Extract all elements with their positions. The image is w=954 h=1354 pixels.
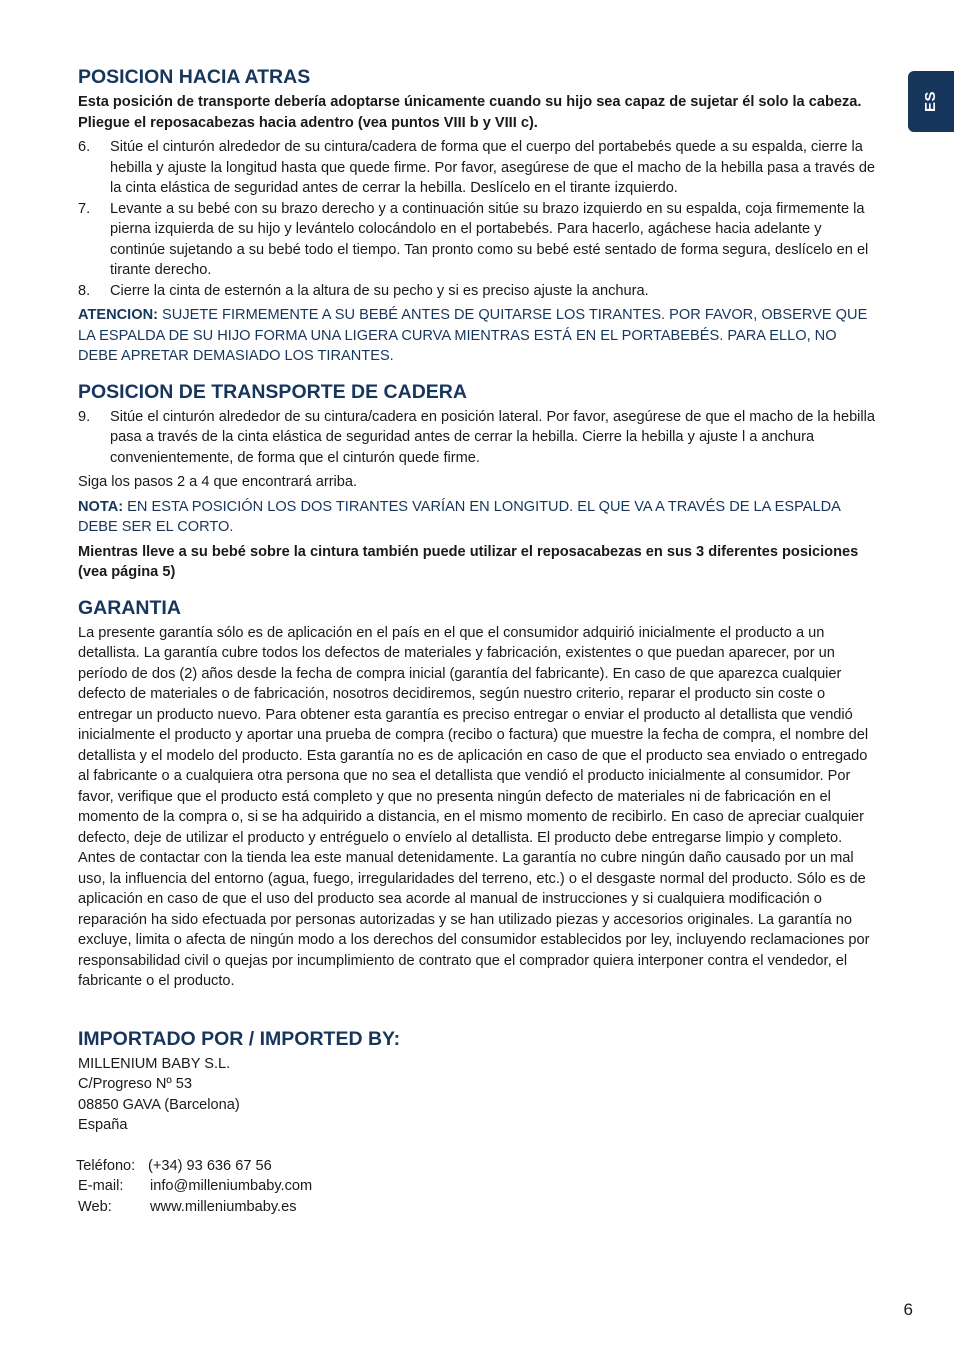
- step-item: [78, 137, 880, 199]
- step-number: 8.: [78, 282, 91, 299]
- section-title-importer: IMPORTADO POR / IMPORTED BY:: [78, 1027, 401, 1050]
- language-tab-label: ES: [922, 90, 940, 113]
- step-number: 6.: [78, 139, 91, 155]
- step-item: [78, 199, 880, 281]
- importer-address: [78, 1054, 880, 1136]
- contact-web: [78, 1197, 880, 1218]
- section-title-rear-position: POSICION HACIA ATRAS: [78, 66, 311, 88]
- hip-position-steps: [78, 407, 880, 469]
- address-line: MILLENIUM BABY S.L.: [78, 1055, 231, 1072]
- step-item: [78, 281, 880, 302]
- address-line: España: [78, 1117, 128, 1133]
- section-title-hip-position: POSICION DE TRANSPORTE DE CADERA: [78, 380, 467, 403]
- step-number: 7.: [78, 200, 91, 217]
- warning-paragraph: [78, 305, 880, 367]
- contact-label: Teléfono:: [76, 1157, 136, 1174]
- importer-contacts: [78, 1156, 880, 1218]
- rear-position-intro: Esta posición de transporte debería adoptarse únicamente cuando su hijo sea capaz de sujetar él solo la cabeza. Pliegue el reposacabezas hacia adentro (vea puntos VIII b y VIII c).: [78, 94, 862, 131]
- step-item: [78, 407, 880, 469]
- note-text: EN ESTA POSICIÓN LOS DOS TIRANTES VARÍAN EN LONGITUD. EL QUE VA A TRAVÉS DE LA ESPALDA DEBE SER EL CORTO.: [78, 498, 841, 535]
- headrest-note: Mientras lleve a su bebé sobre la cintura también puede utilizar el reposacabezas en sus 3 diferentes posiciones (vea página 5): [78, 543, 859, 580]
- contact-label: E-mail:: [78, 1178, 124, 1194]
- contact-value[interactable]: www.milleniumbaby.es: [150, 1198, 297, 1215]
- follow-steps-text: Siga los pasos 2 a 4 que encontrará arriba.: [78, 474, 358, 490]
- page-number: 6: [903, 1300, 913, 1319]
- warranty-text: La presente garantía sólo es de aplicación en el país en el que el consumidor adquirió inicialmente el producto a un detallista. La garantía cubre todos los defectos de materiales y fabricación, existentes o que puedan aparecer, por un período de dos (2) años desde la fecha de compra inicial (garantía del fabricante). En caso de que aparezca cualquier defecto de materiales o de fabricación, nosotros decidiremos, según nuestro criterio, reparar el producto sin coste o entregar un producto nuevo. Para obtener esta garantía es preciso entregar o enviar el producto al detallista que vendió inicialmente el producto y aportar una prueba de compra (recibo o factura) que muestre la fecha de compra, el nombre del detallista y el modelo del producto. Esta garantía no es de aplicación en caso de que el producto sea enviado o entregado al fabricante o a cualquiera otra persona que no sea el detallista que vendió el producto inicialmente al consumidor. Por favor, verifique que el producto está completo y que no presenta ningún defecto de materiales ni de fabricación en el momento de la compra o, si se ha adquirido a distancia, en el mismo momento de recibirlo. En caso de apreciar cualquier defecto, deje de utilizar el producto y entréguelo o envíelo al detallista. El producto debe entregarse limpio y completo. Antes de contactar con la tienda lea este manual detenidamente. La garantía no cubre ningún daño causado por un mal uso, la influencia del entorno (agua, fuego, irregularidades del terreno, etc.) o el desgaste normal del producto. Sólo es de aplicación en caso de que el uso del producto sea acorde al manual de instrucciones y si cualquiera modificación o reparación ha sido efectuada por personas autorizadas y se han utilizado piezas y accesorios originales. La garantía no excluye, limita o afecta de ningún modo a los derechos del consumidor establecidos por ley, incluyendo reclamaciones por responsabilidad civil o quejas por incumplimiento de contrato que el comprador quiera interponer contra el vendedor, el fabricante o el producto.: [78, 624, 870, 989]
- rear-position-steps: [78, 137, 880, 301]
- address-line: 08850 GAVA (Barcelona): [78, 1096, 240, 1113]
- contact-value: (+34) 93 636 67 56: [148, 1157, 272, 1174]
- section-title-warranty: GARANTIA: [78, 596, 181, 619]
- contact-label: Web:: [78, 1198, 112, 1215]
- step-number: 9.: [78, 408, 91, 425]
- document-page: [78, 64, 880, 1217]
- warning-text: SUJETE FIRMEMENTE A SU BEBÉ ANTES DE QUITARSE LOS TIRANTES. POR FAVOR, OBSERVE QUE LA ESPALDA DE SU HIJO FORMA UNA LIGERA CURVA MIENTRAS ESTÁ EN EL PORTABEBÉS. PARA ELLO, NO DEBE APRETAR DEMASIADO LOS TIRANTES.: [78, 307, 868, 364]
- note-paragraph: [78, 497, 880, 538]
- address-line: C/Progreso Nº 53: [78, 1076, 193, 1092]
- step-text: Sitúe el cinturón alrededor de su cintura/cadera en posición lateral. Por favor, asegúrese de que el macho de la hebilla pasa a través de la cinta elástica de seguridad antes de cerrar la hebilla. Cierre la hebilla y ajuste l a anchura convenientemente, de forma que el cinturón quede firme.: [110, 408, 876, 466]
- step-text: Sitúe el cinturón alrededor de su cintura/cadera de forma que el cuerpo del portabebés quede a su espalda, cierre la hebilla y ajuste la longitud hasta que quede firme. Por favor, asegúrese de que el macho de la hebilla pasa a través de la cinta elástica de seguridad antes de cerrar la hebilla. Deslícelo en el tirante izquierdo.: [110, 139, 876, 196]
- contact-phone: [76, 1156, 880, 1177]
- step-text: Levante a su bebé con su brazo derecho y a continuación sitúe su brazo izquierdo en su espalda, coja firmemente la pierna izquierda de su hijo y levántelo colocándolo en el portabebés. Para hacerlo, agáchese hacia adelante y continúe sujetando a su bebé todo el tiempo. Tan pronto como su bebé esté sentado de forma segura, deslícelo en el tirante derecho.: [110, 200, 869, 278]
- step-text: Cierre la cinta de esternón a la altura de su pecho y si es preciso ajuste la anchura.: [110, 282, 649, 299]
- warning-label: ATENCION:: [78, 307, 158, 323]
- language-tab: [908, 71, 954, 132]
- contact-value[interactable]: info@milleniumbaby.com: [150, 1178, 313, 1194]
- contact-email: [78, 1176, 880, 1197]
- note-label: NOTA:: [78, 498, 124, 515]
